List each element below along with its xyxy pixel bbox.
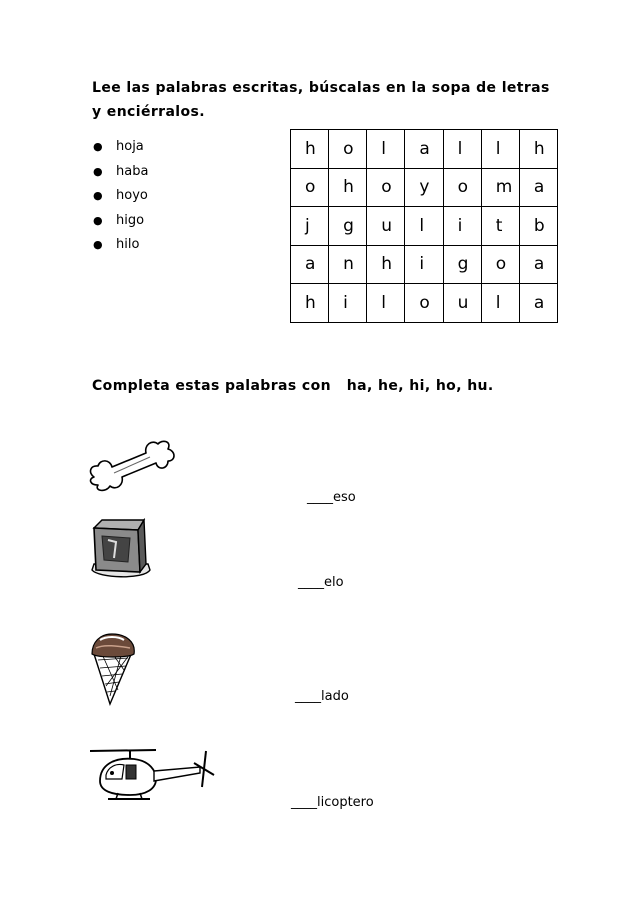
grid-cell: l xyxy=(481,130,519,169)
grid-cell: u xyxy=(367,207,405,246)
grid-cell: a xyxy=(405,130,443,169)
list-item: ● higo xyxy=(92,211,148,236)
complete-title: Completa estas palabras con xyxy=(92,378,331,394)
grid-row xyxy=(291,207,558,246)
grid-cell: h xyxy=(329,168,367,207)
grid-cell: o xyxy=(405,284,443,323)
grid-cell: l xyxy=(481,284,519,323)
grid-cell: l xyxy=(367,284,405,323)
grid-cell: a xyxy=(519,168,557,207)
bullet-icon: ● xyxy=(93,140,103,153)
list-item: ● hilo xyxy=(92,235,148,260)
grid-cell: j xyxy=(291,207,329,246)
grid-cell: m xyxy=(481,168,519,207)
grid-cell: i xyxy=(443,207,481,246)
bullet-icon: ● xyxy=(93,189,103,202)
grid-cell: a xyxy=(291,245,329,284)
complete-heading xyxy=(92,378,494,394)
blank-word-4: ____licoptero xyxy=(291,795,374,810)
letter-soup-grid xyxy=(290,129,558,323)
grid-cell: o xyxy=(443,168,481,207)
list-item: ● hoja xyxy=(92,137,148,162)
grid-row xyxy=(291,168,558,207)
blank-word-2: ____elo xyxy=(298,575,344,590)
grid-cell: a xyxy=(519,245,557,284)
grid-row xyxy=(291,245,558,284)
grid-cell: l xyxy=(367,130,405,169)
list-item: ● hoyo xyxy=(92,186,148,211)
grid-cell: o xyxy=(481,245,519,284)
grid-cell: o xyxy=(367,168,405,207)
grid-row xyxy=(291,284,558,323)
grid-cell: h xyxy=(291,284,329,323)
ice-cube-image xyxy=(86,518,154,582)
blank-word-1: ____eso xyxy=(307,490,356,505)
word-list xyxy=(92,137,148,260)
grid-cell: t xyxy=(481,207,519,246)
grid-cell: l xyxy=(443,130,481,169)
grid-cell: n xyxy=(329,245,367,284)
grid-row xyxy=(291,130,558,169)
bullet-icon: ● xyxy=(93,213,103,227)
grid-cell: g xyxy=(443,245,481,284)
bullet-icon: ● xyxy=(93,164,103,178)
grid-cell: b xyxy=(519,207,557,246)
grid-cell: l xyxy=(405,207,443,246)
grid-cell: o xyxy=(329,130,367,169)
grid-cell: g xyxy=(329,207,367,246)
ice-cream-cone-image xyxy=(88,630,140,706)
grid-cell: y xyxy=(405,168,443,207)
syllables: ha, he, hi, ho, hu. xyxy=(346,378,494,394)
blank-word-3: ____lado xyxy=(295,689,349,704)
grid-cell: h xyxy=(519,130,557,169)
grid-cell: i xyxy=(405,245,443,284)
instructions: Lee las palabras escritas, búscalas en la sopa de letras y enciérralos. xyxy=(92,80,550,120)
grid-cell: a xyxy=(519,284,557,323)
bone-image xyxy=(86,435,181,497)
list-item: ● haba xyxy=(92,162,148,187)
grid-cell: u xyxy=(443,284,481,323)
grid-cell: h xyxy=(291,130,329,169)
grid-cell: i xyxy=(329,284,367,323)
bullet-icon: ● xyxy=(93,238,103,251)
grid-cell: o xyxy=(291,168,329,207)
grid-cell: h xyxy=(367,245,405,284)
helicopter-image xyxy=(90,745,220,805)
